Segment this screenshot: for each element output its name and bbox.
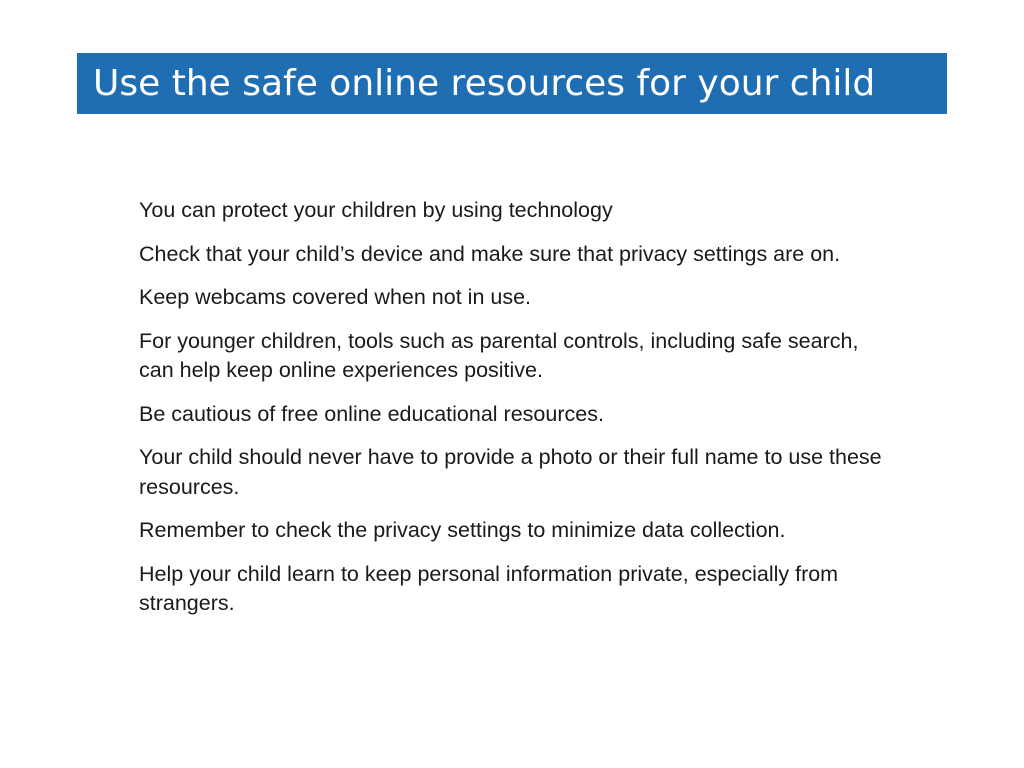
bullet-item: Be cautious of free online educational resources. (139, 401, 604, 426)
bullet-item: For younger children, tools such as parental controls, including safe search, can help keep online experiences positive. (139, 328, 859, 382)
bullet-item: Check that your child’s device and make sure that privacy settings are on. (139, 241, 841, 266)
bullet-item: Remember to check the privacy settings to minimize data collection. (139, 518, 786, 542)
bullet-list (139, 196, 899, 633)
bullet-item: Help your child learn to keep personal information private, especially from strangers. (139, 561, 839, 615)
slide-title: Use the safe online resources for your child (93, 62, 876, 104)
bullet-item: Keep webcams covered when not in use. (139, 285, 532, 309)
bullet-item: Your child should never have to provide a photo or their full name to use these resources. (139, 445, 882, 499)
title-banner (77, 53, 947, 114)
bullet-item: You can protect your children by using technology (139, 198, 613, 222)
